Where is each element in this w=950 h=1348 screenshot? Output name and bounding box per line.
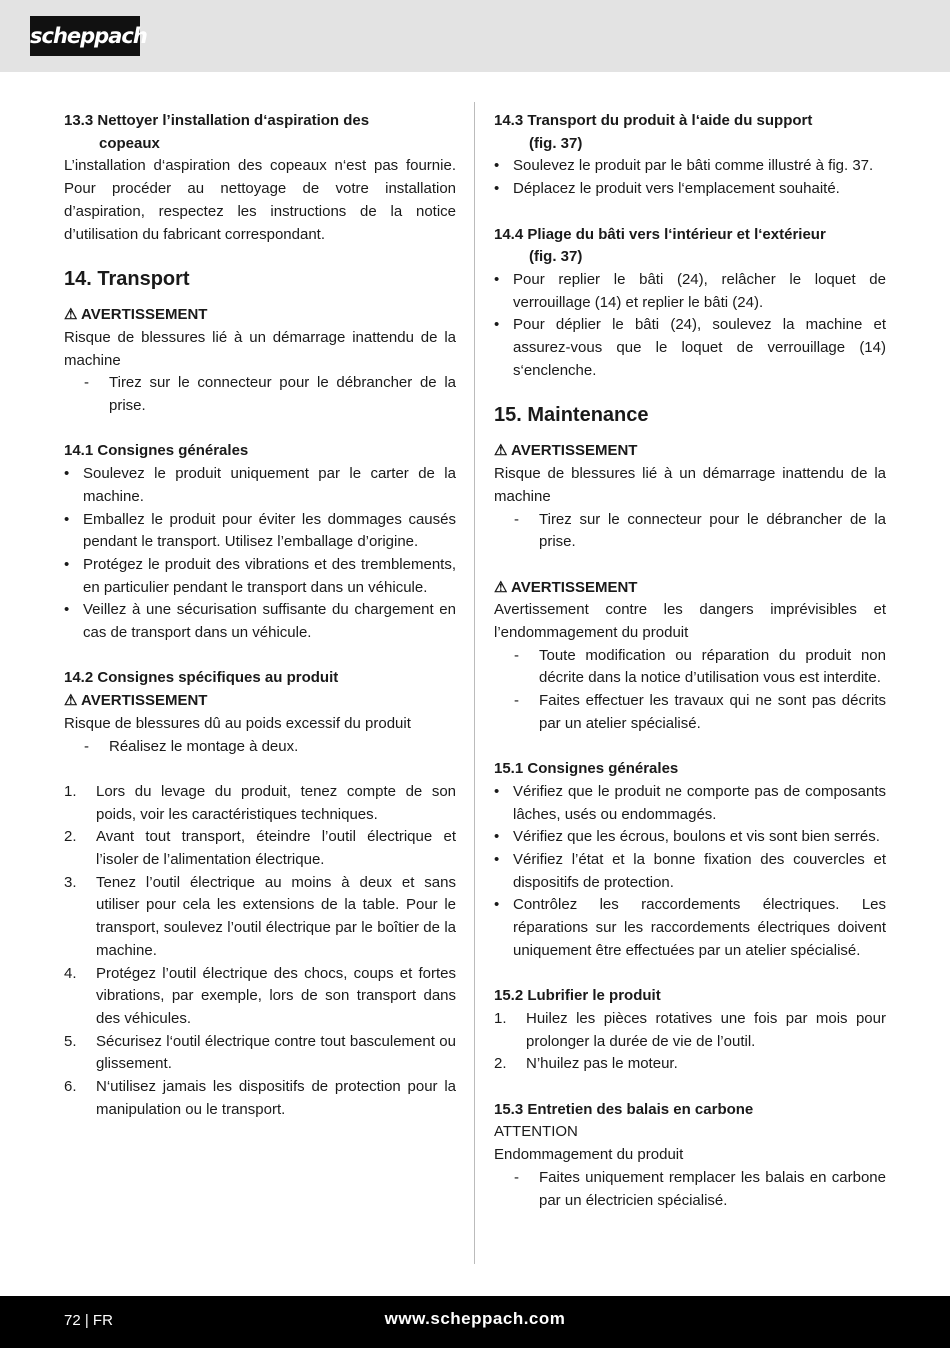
section-15-1-list bbox=[494, 781, 886, 963]
step-item: 6. N‘utilisez jamais les dispositifs de protection pour la manipulation ou le transport. bbox=[64, 1078, 456, 1118]
right-column bbox=[494, 110, 886, 1212]
warning-heading: ⚠ AVERTISSEMENT bbox=[494, 442, 638, 460]
list-item: • Contrôlez les raccordements électriques. Les réparations sur les raccordements électriques doivent uniquement être effectuées par un atelier spécialisé. bbox=[494, 894, 886, 962]
warning-heading: ⚠ AVERTISSEMENT bbox=[64, 692, 208, 710]
dash-item: - Réalisez le montage à deux. bbox=[84, 737, 299, 755]
warning-dash-list bbox=[64, 372, 456, 417]
website-link[interactable]: www.scheppach.com bbox=[384, 1309, 566, 1328]
dash-item: - Faites uniquement remplacer les balais en carbone par un électricien spécialisé. bbox=[514, 1168, 886, 1209]
section-15-2-steps bbox=[494, 1008, 886, 1076]
section-14-heading: 14. Transport bbox=[64, 268, 190, 291]
section-14-2-heading: 14.2 Consignes spécifiques au produit bbox=[64, 669, 339, 687]
section-15-2-heading: 15.2 Lubrifier le produit bbox=[494, 987, 661, 1005]
list-item: • Protégez le produit des vibrations et des tremblements, en particulier pendant le transport dans un véhicule. bbox=[64, 554, 456, 599]
step-item: 5. Sécurisez l‘outil électrique contre tout basculement ou glissement. bbox=[64, 1032, 456, 1073]
dash-item: - Tirez sur le connecteur pour le débrancher de la prise. bbox=[84, 374, 456, 415]
section-13-3-heading: 13.3 Nettoyer l’installation d‘aspiration des copeaux bbox=[64, 112, 370, 152]
dash-item: - Faites effectuer les travaux qui ne sont pas décrits par un atelier spécialisé. bbox=[514, 692, 886, 732]
left-column bbox=[64, 110, 456, 1121]
section-14-1-list bbox=[64, 463, 456, 645]
attention-dash-list bbox=[494, 1167, 886, 1212]
list-item: • Vérifiez que le produit ne comporte pas de composants lâches, usés ou endommagés. bbox=[494, 781, 886, 826]
section-15-heading: 15. Maintenance bbox=[494, 404, 649, 427]
list-item: • Veillez à une sécurisation suffisante du chargement en cas de transport dans un véhicule. bbox=[64, 599, 456, 644]
step-item: 1. Huilez les pièces rotatives une fois par mois pour prolonger la durée de vie de l’outil. bbox=[494, 1009, 886, 1050]
list-item: • Vérifiez que les écrous, boulons et vis sont bien serrés. bbox=[494, 826, 886, 849]
list-item: • Pour replier le bâti (24), relâcher le loquet de verrouillage (14) et replier le bâti (24). bbox=[494, 269, 886, 314]
section-14-1-heading: 14.1 Consignes générales bbox=[64, 442, 249, 460]
step-item: 2. Avant tout transport, éteindre l’outil électrique et l’isoler de l’alimentation électrique. bbox=[64, 828, 456, 869]
section-15-1-heading: 15.1 Consignes générales bbox=[494, 760, 679, 778]
attention-label: ATTENTION bbox=[494, 1123, 578, 1141]
list-item: • Pour déplier le bâti (24), soulevez la machine et assurez-vous que le loquet de verrouillage (14) s‘enclenche. bbox=[494, 314, 886, 382]
dash-item: - Toute modification ou réparation du produit non décrite dans la notice d’utilisation vous est interdite. bbox=[514, 646, 886, 687]
warning-dash-list bbox=[64, 736, 456, 759]
section-14-4-heading: 14.4 Pliage du bâti vers l‘intérieur et l‘extérieur (fig. 37) bbox=[494, 225, 826, 266]
warning-text: Risque de blessures lié à un démarrage inattendu de la machine bbox=[64, 328, 456, 369]
section-14-2-steps bbox=[64, 781, 456, 1122]
list-item: • Emballez le produit pour éviter les dommages causés pendant le transport. Utilisez l’emballage d’origine. bbox=[64, 509, 456, 554]
list-item: • Soulevez le produit uniquement par le carter de la machine. bbox=[64, 463, 456, 508]
warning-heading: ⚠ AVERTISSEMENT bbox=[64, 306, 208, 324]
warning-dash-list bbox=[494, 645, 886, 736]
warning-text: Risque de blessures dû au poids excessif du produit bbox=[64, 714, 411, 732]
attention-text: Endommagement du produit bbox=[494, 1146, 684, 1164]
warning-text: Avertissement contre les dangers imprévisibles et l’endommagement du produit bbox=[494, 601, 886, 642]
page-number: 72 | FR bbox=[64, 1312, 113, 1329]
section-14-3-heading: 14.3 Transport du produit à l‘aide du support (fig. 37) bbox=[494, 112, 813, 152]
list-item: • Vérifiez l’état et la bonne fixation des couvercles et dispositifs de protection. bbox=[494, 849, 886, 894]
warning-heading: ⚠ AVERTISSEMENT bbox=[494, 578, 638, 596]
section-14-4-list bbox=[494, 269, 886, 383]
warning-text: Risque de blessures lié à un démarrage inattendu de la machine bbox=[494, 465, 886, 505]
section-14-3-list bbox=[494, 155, 886, 200]
list-item: • Déplacez le produit vers l‘emplacement souhaité. bbox=[494, 178, 886, 201]
step-item: 1. Lors du levage du produit, tenez compte de son poids, voir les caractéristiques techniques. bbox=[64, 782, 456, 823]
section-13-3-body: L’installation d‘aspiration des copeaux n‘est pas fournie. Pour procéder au nettoyage de votre installation d’aspiration, respectez les instructions de la notice d’utilisation du fabricant correspondant. bbox=[64, 157, 456, 243]
step-item: 4. Protégez l’outil électrique des chocs, coups et fortes vibrations, par exemple, lors de son transport dans des véhicules. bbox=[64, 964, 456, 1027]
header-bar bbox=[0, 0, 950, 72]
brand-logo[interactable]: scheppach bbox=[30, 16, 140, 56]
step-item: 3. Tenez l’outil électrique au moins à deux et sans utiliser pour cela les extensions de la table. Pour le transport, soulevez l’outil électrique par le boîtier de la machine. bbox=[64, 873, 456, 959]
list-item: • Soulevez le produit par le bâti comme illustré à fig. 37. bbox=[494, 155, 886, 178]
step-item: 2. N’huilez pas le moteur. bbox=[494, 1055, 678, 1073]
warning-dash-list bbox=[494, 509, 886, 554]
footer-bar bbox=[0, 1296, 950, 1348]
column-divider bbox=[474, 102, 475, 1264]
dash-item: - Tirez sur le connecteur pour le débrancher de la prise. bbox=[514, 510, 886, 551]
section-15-3-heading: 15.3 Entretien des balais en carbone bbox=[494, 1100, 754, 1118]
